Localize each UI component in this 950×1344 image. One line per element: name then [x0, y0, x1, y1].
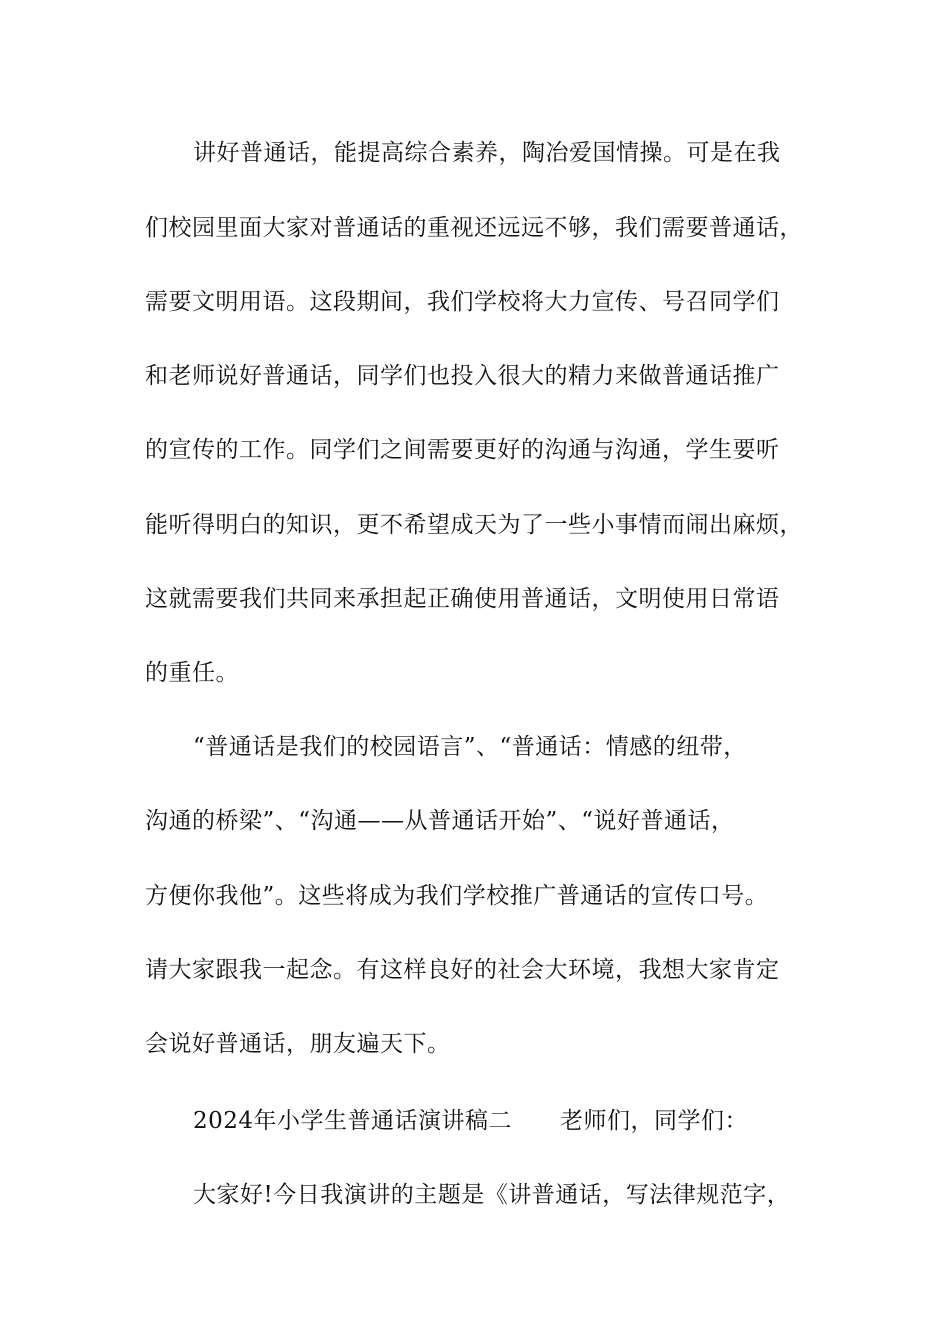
paragraph-1-line-1: 讲好普通话，能提高综合素养，陶冶爱国情操。可是在我	[193, 140, 781, 166]
paragraph-2-line-5: 会说好普通话，朋友遍天下。	[145, 1031, 451, 1057]
paragraph-1-line-3: 需要文明用语。这段期间，我们学校将大力宣传、号召同学们	[145, 289, 780, 315]
paragraph-1-line-6: 能听得明白的知识，更不希望成天为了一些小事情而闹出麻烦，	[145, 512, 803, 538]
heading-line	[193, 1106, 883, 1136]
paragraph-2-line-2: 沟通的桥梁”、“沟通——从普通话开始”、“说好普通话，	[145, 808, 735, 834]
paragraph-2-line-4: 请大家跟我一起念。有这样良好的社会大环境，我想大家肯定	[145, 957, 780, 983]
paragraph-1-line-7: 这就需要我们共同来承担起正确使用普通话，文明使用日常语	[145, 586, 780, 612]
paragraph-2-line-3: 方便你我他”。这些将成为我们学校推广普通话的宣传口号。	[145, 883, 769, 909]
paragraph-2-line-1: “普通话是我们的校园语言”、“普通话：情感的纽带，	[193, 734, 747, 760]
paragraph-1-line-5: 的宣传的工作。同学们之间需要更好的沟通与沟通，学生要听	[145, 437, 780, 463]
greeting: 老师们，同学们：	[560, 1108, 749, 1134]
paragraph-1-line-8: 的重任。	[145, 660, 239, 686]
paragraph-1-line-4: 和老师说好普通话，同学们也投入很大的精力来做普通话推广	[145, 363, 780, 389]
paragraph-3-line-1: 大家好!今日我演讲的主题是《讲普通话，写法律规范字，	[193, 1182, 791, 1208]
paragraph-1-line-2: 们校园里面大家对普通话的重视还远远不够，我们需要普通话，	[145, 215, 803, 241]
heading-title: 2024年小学生普通话演讲稿二	[193, 1108, 513, 1134]
